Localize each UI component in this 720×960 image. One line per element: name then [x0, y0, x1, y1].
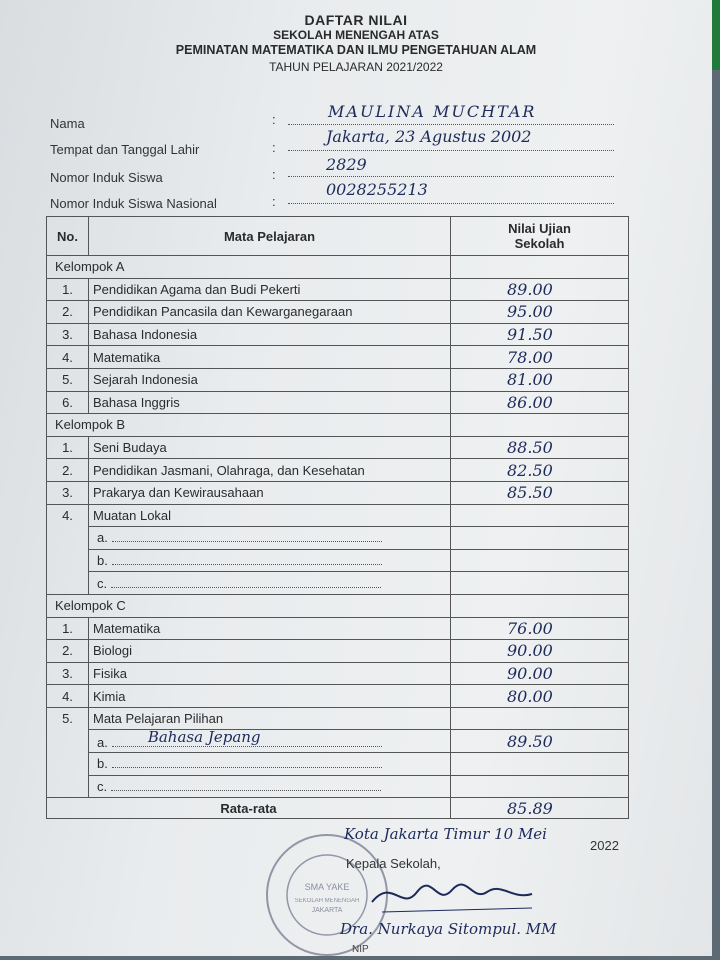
- headmaster-name: Dra. Nurkaya Sitompul. MM: [340, 920, 557, 938]
- col-score-header: [451, 217, 629, 256]
- average-row: [47, 798, 629, 819]
- group-row: [47, 256, 629, 279]
- empty-cell: [47, 572, 89, 595]
- group-row: [47, 594, 629, 617]
- row-no: 4.: [47, 346, 89, 369]
- row-score: 85.50: [451, 481, 629, 504]
- sign-year: 2022: [590, 838, 619, 853]
- program-name: PEMINATAN MATEMATIKA DAN ILMU PENGETAHUAN ALAM: [175, 43, 537, 57]
- dotted-line: [112, 554, 382, 565]
- row-no: 6.: [47, 391, 89, 414]
- row-no: 2.: [47, 640, 89, 663]
- sub-label: b.: [97, 756, 108, 772]
- row-no: 5.: [47, 707, 89, 730]
- elective-subject-value: Bahasa Jepang: [147, 728, 261, 747]
- row-score: 86.00: [451, 391, 629, 414]
- sub-row: [47, 527, 629, 550]
- row-score: 78.00: [451, 346, 629, 369]
- name-label: Nama: [50, 116, 85, 131]
- row-subject: Bahasa Indonesia: [89, 323, 451, 346]
- table-row: [47, 707, 629, 730]
- row-score: 90.00: [451, 662, 629, 685]
- academic-year: TAHUN PELAJARAN 2021/2022: [269, 60, 443, 74]
- dotted-line: [112, 728, 382, 747]
- row-no: 5.: [47, 368, 89, 391]
- row-score: 90.00: [451, 640, 629, 663]
- signature-icon: [362, 872, 542, 920]
- empty-cell: [47, 549, 89, 572]
- empty-cell: [451, 572, 629, 595]
- empty-cell: [47, 527, 89, 550]
- colon: :: [272, 194, 276, 209]
- row-score: 81.00: [451, 368, 629, 391]
- empty-cell: [451, 707, 629, 730]
- group-row: [47, 414, 629, 437]
- row-no: 3.: [47, 323, 89, 346]
- row-no: 2.: [47, 301, 89, 324]
- empty-cell: [47, 753, 89, 776]
- table-row: [47, 301, 629, 324]
- dotted-line: [288, 203, 614, 204]
- sub-item: [89, 572, 451, 595]
- table-row: [47, 685, 629, 708]
- svg-text:JAKARTA: JAKARTA: [311, 907, 343, 914]
- row-subject: Fisika: [89, 662, 451, 685]
- row-subject: Kimia: [89, 685, 451, 708]
- row-score: 91.50: [451, 323, 629, 346]
- table-row: [47, 391, 629, 414]
- average-label: Rata-rata: [47, 798, 451, 819]
- empty-cell: [451, 414, 629, 437]
- sub-item: [89, 527, 451, 550]
- nisn-label: Nomor Induk Siswa Nasional: [50, 196, 217, 211]
- row-subject: Pendidikan Agama dan Budi Pekerti: [89, 278, 451, 301]
- row-subject: Mata Pelajaran Pilihan: [89, 707, 451, 730]
- table-row: [47, 368, 629, 391]
- sub-label: c.: [97, 778, 108, 794]
- col-subject-header: Mata Pelajaran: [89, 217, 451, 256]
- dotted-line: [112, 531, 382, 542]
- doc-title: DAFTAR NILAI: [304, 12, 408, 28]
- row-score: 95.00: [451, 301, 629, 324]
- row-subject: Matematika: [89, 617, 451, 640]
- empty-cell: [451, 753, 629, 776]
- table-header-row: [47, 217, 629, 256]
- sub-label: b.: [97, 553, 108, 569]
- empty-cell: [451, 594, 629, 617]
- row-subject: Sejarah Indonesia: [89, 368, 451, 391]
- row-no: 1.: [47, 436, 89, 459]
- group-a-label: Kelompok A: [47, 256, 451, 279]
- row-no: 4.: [47, 504, 89, 527]
- col-no-header: No.: [47, 217, 89, 256]
- row-subject: Matematika: [89, 346, 451, 369]
- dotted-line: [111, 577, 381, 588]
- row-subject: Muatan Lokal: [89, 504, 451, 527]
- sub-item: [89, 775, 451, 798]
- nip-label: NIP: [352, 944, 369, 955]
- row-score: 88.50: [451, 436, 629, 459]
- colon: :: [272, 140, 276, 155]
- empty-cell: [451, 527, 629, 550]
- row-subject: Bahasa Inggris: [89, 391, 451, 414]
- row-score: 82.50: [451, 459, 629, 482]
- row-no: 1.: [47, 617, 89, 640]
- sub-row: [47, 549, 629, 572]
- sub-label: a.: [97, 735, 108, 751]
- headmaster-label: Kepala Sekolah,: [346, 856, 441, 871]
- row-score: 89.50: [451, 730, 629, 753]
- table-row: [47, 346, 629, 369]
- place-date: Kota Jakarta Timur 10 Mei: [344, 825, 547, 843]
- svg-text:SMA YAKE: SMA YAKE: [304, 882, 350, 892]
- table-row: [47, 662, 629, 685]
- sub-item: [89, 730, 451, 753]
- nis-label: Nomor Induk Siswa: [50, 170, 163, 185]
- nisn-value: 0028255213: [326, 180, 428, 199]
- dotted-line: [288, 150, 614, 151]
- empty-cell: [451, 775, 629, 798]
- table-row: [47, 481, 629, 504]
- dotted-line: [112, 757, 382, 768]
- table-row: [47, 278, 629, 301]
- dotted-line: [288, 124, 614, 125]
- row-subject: Prakarya dan Kewirausahaan: [89, 481, 451, 504]
- sub-label: c.: [97, 575, 108, 591]
- nis-value: 2829: [326, 155, 367, 174]
- row-no: 2.: [47, 459, 89, 482]
- sub-row: [47, 730, 629, 753]
- row-no: 3.: [47, 481, 89, 504]
- empty-cell: [451, 504, 629, 527]
- row-no: 1.: [47, 278, 89, 301]
- col-score-header-line2: Sekolah: [514, 236, 565, 251]
- group-b-label: Kelompok B: [47, 414, 451, 437]
- table-row: [47, 323, 629, 346]
- svg-text:SEKOLAH MENENGAH: SEKOLAH MENENGAH: [294, 898, 360, 904]
- empty-cell: [47, 730, 89, 753]
- average-value: 85.89: [451, 798, 629, 819]
- birth-value: Jakarta, 23 Agustus 2002: [326, 127, 532, 146]
- row-score: 76.00: [451, 617, 629, 640]
- row-no: 3.: [47, 662, 89, 685]
- birth-label: Tempat dan Tanggal Lahir: [50, 142, 200, 157]
- empty-cell: [451, 549, 629, 572]
- row-score: 80.00: [451, 685, 629, 708]
- sub-item: [89, 549, 451, 572]
- table-row: [47, 504, 629, 527]
- row-subject: Pendidikan Pancasila dan Kewarganegaraan: [89, 301, 451, 324]
- col-score-header-line1: Nilai Ujian: [508, 221, 571, 236]
- sub-row: [47, 775, 629, 798]
- table-row: [47, 459, 629, 482]
- colon: :: [272, 112, 276, 127]
- sub-label: a.: [97, 530, 108, 546]
- table-row: [47, 640, 629, 663]
- table-row: [47, 436, 629, 459]
- dotted-line: [288, 176, 614, 177]
- row-subject: Seni Budaya: [89, 436, 451, 459]
- sub-row: [47, 753, 629, 776]
- table-row: [47, 617, 629, 640]
- school-name: SEKOLAH MENENGAH ATAS: [273, 28, 439, 42]
- row-subject: Biologi: [89, 640, 451, 663]
- name-value: MAULINA MUCHTAR: [328, 102, 537, 121]
- grades-table: [46, 216, 628, 819]
- dotted-line: [111, 780, 381, 791]
- row-subject: Pendidikan Jasmani, Olahraga, dan Kesehatan: [89, 459, 451, 482]
- row-no: 4.: [47, 685, 89, 708]
- group-c-label: Kelompok C: [47, 594, 451, 617]
- row-score: 89.00: [451, 278, 629, 301]
- sub-item: [89, 753, 451, 776]
- empty-cell: [451, 256, 629, 279]
- sub-row: [47, 572, 629, 595]
- empty-cell: [47, 775, 89, 798]
- colon: :: [272, 167, 276, 182]
